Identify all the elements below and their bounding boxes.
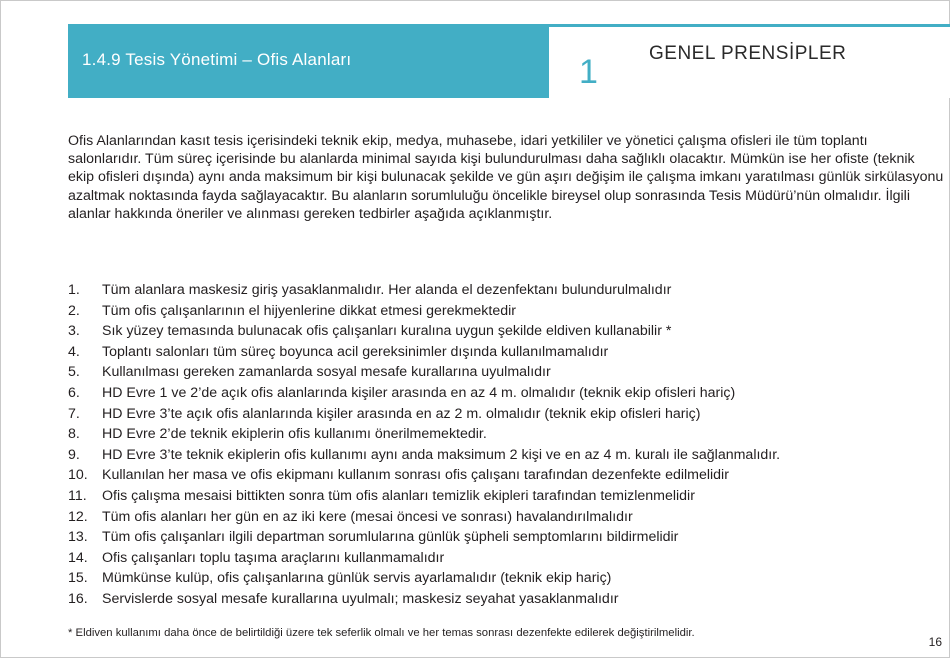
section-number: 1 bbox=[579, 53, 598, 91]
list-item-text: Tüm ofis alanları her gün en az iki kere (mesai öncesi ve sonrası) havalandırılmalıdır bbox=[102, 508, 633, 525]
list-item bbox=[68, 301, 938, 322]
list-item bbox=[68, 548, 938, 569]
list-item-number: 10. bbox=[68, 467, 88, 484]
header-title-bar bbox=[68, 24, 546, 98]
list-item bbox=[68, 280, 938, 301]
list-item bbox=[68, 568, 938, 589]
page-number: 16 bbox=[928, 635, 942, 649]
list-item bbox=[68, 465, 938, 486]
header-band bbox=[68, 24, 950, 98]
list-item-number: 9. bbox=[68, 446, 80, 463]
section-box bbox=[546, 24, 950, 98]
list-item-text: HD Evre 2’de teknik ekiplerin ofis kullanımı önerilmemektedir. bbox=[102, 426, 487, 443]
list-item-number: 4. bbox=[68, 343, 80, 360]
list-item-text: Tüm ofis çalışanları ilgili departman sorumlularına günlük şüpheli semptomlarını bildirmelidir bbox=[102, 529, 679, 546]
list-item-number: 5. bbox=[68, 364, 80, 381]
list-item-text: Tüm alanlara maskesiz giriş yasaklanmalıdır. Her alanda el dezenfektanı bulundurulmalıdır bbox=[102, 282, 672, 298]
list-item-number: 2. bbox=[68, 302, 80, 319]
list-item-number: 3. bbox=[68, 323, 80, 340]
list-item-number: 14. bbox=[68, 549, 88, 566]
list-item-text: Toplantı salonları tüm süreç boyunca acil gereksinimler dışında kullanılmamalıdır bbox=[102, 343, 609, 360]
list-item bbox=[68, 321, 938, 342]
list-item-number: 6. bbox=[68, 384, 80, 401]
list-item bbox=[68, 404, 938, 425]
list-item-number: 15. bbox=[68, 570, 88, 587]
list-item-number: 12. bbox=[68, 508, 88, 525]
rules-list bbox=[68, 280, 938, 610]
list-item bbox=[68, 445, 938, 466]
list-item-number: 13. bbox=[68, 529, 88, 546]
list-item-text: Ofis çalışma mesaisi bittikten sonra tüm ofis alanları temizlik ekipleri tarafından temizlenmelidir bbox=[102, 487, 695, 504]
list-item-text: Kullanılan her masa ve ofis ekipmanı kullanım sonrası ofis çalışanı tarafından dezenfekte edilmelidir bbox=[102, 467, 729, 484]
list-item bbox=[68, 362, 938, 383]
list-item bbox=[68, 507, 938, 528]
list-item-number: 1. bbox=[68, 282, 80, 298]
list-item-text: HD Evre 3’te teknik ekiplerin ofis kullanımı aynı anda maksimum 2 kişi ve en az 4 m. kuralı ile sağlanmalıdır. bbox=[102, 446, 781, 463]
list-item bbox=[68, 527, 938, 548]
page-title: 1.4.9 Tesis Yönetimi – Ofis Alanları bbox=[82, 50, 352, 69]
list-item-number: 7. bbox=[68, 405, 80, 422]
intro-paragraph: Ofis Alanlarından kasıt tesis içerisindeki teknik ekip, medya, muhasebe, idari yetkililer ve yönetici çalışma ofisleri ile tüm toplantı salonlarıdır. Tüm süreç içerisinde bu alanlarda minimal sayıda kişi bulundurulması daha sağlıklı olacaktır. Mümkün ise her ofiste (teknik ekip ofisleri dışında) aynı anda maksimum bir kişi bulunacak şekilde ve gün aşırı değişim ile çalışma imkanı yaratılması günlük sirkülasyonu azaltmak noktasında fayda sağlayacaktır. Bu alanların sorumluluğu öncelikle bireysel olup sonrasında Tesis Müdürü’nün olmalıdır. İlgili alanlar hakkında öneriler ve alınması gereken tedbirler aşağıda açıklanmıştır. bbox=[68, 133, 944, 222]
list-item bbox=[68, 589, 938, 610]
list-item-text: Kullanılması gereken zamanlarda sosyal mesafe kurallarına uyulmalıdır bbox=[102, 364, 551, 381]
list-item bbox=[68, 486, 938, 507]
list-item-text: HD Evre 1 ve 2’de açık ofis alanlarında kişiler arasında en az 4 m. olmalıdır (teknik ekip ofisleri hariç) bbox=[102, 384, 736, 401]
list-item-number: 11. bbox=[68, 487, 87, 504]
list-item-text: Mümkünse kulüp, ofis çalışanlarına günlük servis ayarlamalıdır (teknik ekip hariç) bbox=[102, 570, 612, 587]
section-title: GENEL PRENSİPLER bbox=[649, 43, 847, 64]
footnote: * Eldiven kullanımı daha önce de belirtildiği üzere tek seferlik olmalı ve her temas sonrası dezenfekte edilerek değiştirilmelidir. bbox=[68, 627, 695, 639]
list-item-text: Servislerde sosyal mesafe kurallarına uyulmalı; maskesiz seyahat yasaklanmalıdır bbox=[102, 590, 619, 607]
list-item bbox=[68, 342, 938, 363]
list-item-text: Tüm ofis çalışanlarının el hijyenlerine dikkat etmesi gerekmektedir bbox=[102, 302, 516, 319]
list-item-text: Ofis çalışanları toplu taşıma araçlarını kullanmamalıdır bbox=[102, 549, 445, 566]
list-item bbox=[68, 383, 938, 404]
list-item-text: HD Evre 3’te açık ofis alanlarında kişiler arasında en az 2 m. olmalıdır (teknik ekip ofisleri hariç) bbox=[102, 405, 701, 422]
list-item-text: Sık yüzey temasında bulunacak ofis çalışanları kuralına uygun şekilde eldiven kullanabilir * bbox=[102, 323, 672, 340]
list-item-number: 16. bbox=[68, 590, 88, 607]
list-item bbox=[68, 424, 938, 445]
list-item-number: 8. bbox=[68, 426, 80, 443]
